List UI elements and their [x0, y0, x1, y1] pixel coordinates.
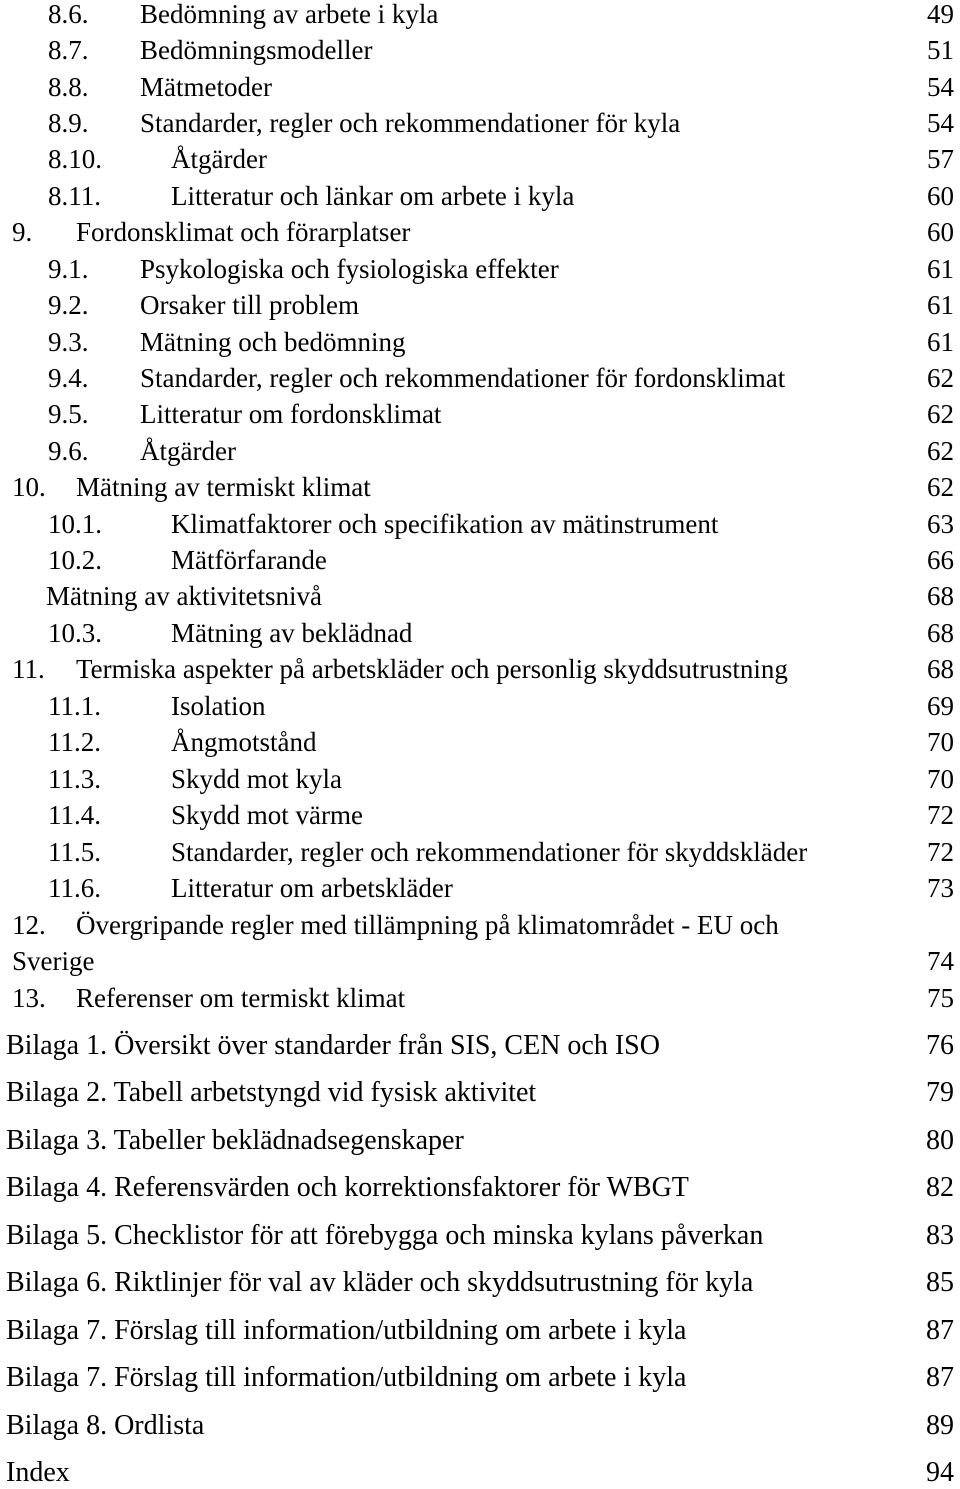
toc-entry-title: Litteratur om arbetskläder: [171, 873, 453, 903]
toc-entry-title: Bedömningsmodeller: [140, 35, 373, 65]
toc-entry-page: 62: [927, 399, 954, 429]
toc-entry-number: 11.5.: [48, 837, 101, 867]
toc-entry-page: 66: [927, 545, 954, 575]
toc-entry-title: Bedömning av arbete i kyla: [140, 0, 439, 29]
toc-entry-page: 69: [927, 691, 954, 721]
toc-entry-page: 80: [926, 1125, 954, 1156]
toc-entry-page: 68: [927, 654, 954, 684]
toc-entry-title: Mätning och bedömning: [140, 327, 406, 357]
toc-entry-page: 68: [927, 618, 954, 648]
toc-entry-title: Litteratur om fordonsklimat: [140, 399, 442, 429]
toc-entry-title: Referenser om termiskt klimat: [76, 983, 406, 1013]
toc-entry-title: Standarder, regler och rekommendationer för kyla: [140, 108, 681, 138]
toc-entry-title: Åtgärder: [140, 436, 236, 466]
toc-entry-title: Bilaga 4. Referensvärden och korrektionsfaktorer för WBGT: [6, 1172, 689, 1203]
toc-entry-page: 51: [927, 35, 954, 65]
toc-entry-title: Mätning av termiskt klimat: [76, 472, 371, 502]
toc-entry-title: Standarder, regler och rekommendationer för skyddskläder: [171, 837, 808, 867]
toc-entry-page: 89: [926, 1410, 954, 1441]
toc-entry-title: Sverige: [12, 946, 95, 976]
toc-entry-page: 74: [927, 946, 954, 976]
toc-entry-number: 11.3.: [48, 764, 101, 794]
toc-entry-page: 54: [927, 72, 954, 102]
toc-entry-page: 70: [927, 727, 954, 757]
toc-entry-number: 11.1.: [48, 691, 101, 721]
toc-entry-title: Mätning av beklädnad: [171, 618, 413, 648]
toc-entry-page: 61: [927, 290, 954, 320]
toc-entry-page: 57: [927, 144, 954, 174]
toc-entry-title: Ångmotstånd: [171, 727, 317, 757]
toc-entry-page: 62: [927, 363, 954, 393]
toc-entry-number: 11.: [12, 654, 45, 684]
toc-entry-number: 13.: [12, 983, 46, 1013]
toc-entry-number: 8.11.: [48, 181, 101, 211]
toc-entry-number: 8.10.: [48, 144, 102, 174]
toc-entry-page: 61: [927, 254, 954, 284]
toc-entry-title: Skydd mot kyla: [171, 764, 343, 794]
toc-entry-title: Bilaga 7. Förslag till information/utbildning om arbete i kyla: [6, 1315, 687, 1346]
toc-entry-title: Termiska aspekter på arbetskläder och personlig skyddsutrustning: [76, 654, 788, 684]
toc-entry-number: 8.7.: [48, 35, 89, 65]
toc-entry-title: Isolation: [171, 691, 266, 721]
toc-entry-number: 11.6.: [48, 873, 101, 903]
toc-entry-number: 11.4.: [48, 800, 101, 830]
toc-entry-title: Bilaga 1. Översikt över standarder från SIS, CEN och ISO: [6, 1030, 660, 1061]
toc-entry-title: Psykologiska och fysiologiska effekter: [140, 254, 559, 284]
toc-entry-page: 62: [927, 472, 954, 502]
toc-entry-title: Bilaga 7. Förslag till information/utbildning om arbete i kyla: [6, 1362, 687, 1393]
toc-entry-title: Mätmetoder: [140, 72, 272, 102]
toc-entry-number: 9.1.: [48, 254, 89, 284]
toc-entry-number: 12.: [12, 910, 46, 940]
toc-entry-page: 87: [926, 1315, 954, 1346]
toc-entry-title: Bilaga 5. Checklistor för att förebygga och minska kylans påverkan: [6, 1220, 764, 1251]
toc-entry-page: 85: [926, 1267, 954, 1298]
toc-entry-page: 79: [926, 1077, 954, 1108]
toc-entry-page: 72: [927, 837, 954, 867]
toc-entry-number: 9.5.: [48, 399, 89, 429]
toc-entry-number: 8.6.: [48, 0, 89, 29]
toc-entry-page: 75: [927, 983, 954, 1013]
toc-entry-page: 83: [926, 1220, 954, 1251]
toc-entry-page: 49: [927, 0, 954, 29]
toc-entry-title: Fordonsklimat och förarplatser: [76, 217, 411, 247]
toc-entry-title: Bilaga 2. Tabell arbetstyngd vid fysisk aktivitet: [6, 1077, 537, 1108]
toc-entry-title: Index: [6, 1457, 70, 1488]
toc-entry-page: 82: [926, 1172, 954, 1203]
toc-entry-page: 60: [927, 181, 954, 211]
toc-entry-number: 10.3.: [48, 618, 102, 648]
toc-entry-number: 10.2.: [48, 545, 102, 575]
toc-entry-title: Bilaga 3. Tabeller beklädnadsegenskaper: [6, 1125, 464, 1156]
toc-entry-page: 73: [927, 873, 954, 903]
toc-entry-title: Åtgärder: [171, 144, 267, 174]
toc-entry-number: 8.9.: [48, 108, 89, 138]
toc-entry-number: 9.4.: [48, 363, 89, 393]
toc-entry-page: 54: [927, 108, 954, 138]
toc-entry-title: Litteratur och länkar om arbete i kyla: [171, 181, 575, 211]
toc-entry-number: 10.1.: [48, 509, 102, 539]
toc-entry-number: 9.6.: [48, 436, 89, 466]
toc-entry-page: 76: [926, 1030, 954, 1061]
toc-entry-number: 11.2.: [48, 727, 101, 757]
toc-entry-number: 9.: [12, 217, 33, 247]
toc-entry-number: 10.: [12, 472, 46, 502]
toc-entry-title: Skydd mot värme: [171, 800, 363, 830]
toc-entry-title: Bilaga 8. Ordlista: [6, 1410, 205, 1441]
toc-entry-page: 70: [927, 764, 954, 794]
toc-entry-number: 8.8.: [48, 72, 89, 102]
toc-entry-page: 63: [927, 509, 954, 539]
toc-entry-title: Övergripande regler med tillämpning på klimatområdet - EU och: [76, 910, 779, 940]
toc-entry-page: 62: [927, 436, 954, 466]
toc-entry-title: Mätförfarande: [171, 545, 327, 575]
toc-entry-page: 87: [926, 1362, 954, 1393]
toc-entry-page: 61: [927, 327, 954, 357]
toc-entry-title: Klimatfaktorer och specifikation av mätinstrument: [171, 509, 719, 539]
toc-entry-title: Orsaker till problem: [140, 290, 359, 320]
toc-entry-title: Bilaga 6. Riktlinjer för val av kläder och skyddsutrustning för kyla: [6, 1267, 754, 1298]
toc-entry-page: 60: [927, 217, 954, 247]
toc-entry-page: 94: [926, 1457, 954, 1488]
toc-entry-title: Standarder, regler och rekommendationer för fordonsklimat: [140, 363, 786, 393]
toc-entry-title: Mätning av aktivitetsnivå: [46, 581, 322, 611]
toc-entry-page: 72: [927, 800, 954, 830]
toc-entry-page: 68: [927, 581, 954, 611]
toc-entry-number: 9.2.: [48, 290, 89, 320]
toc-entry-number: 9.3.: [48, 327, 89, 357]
